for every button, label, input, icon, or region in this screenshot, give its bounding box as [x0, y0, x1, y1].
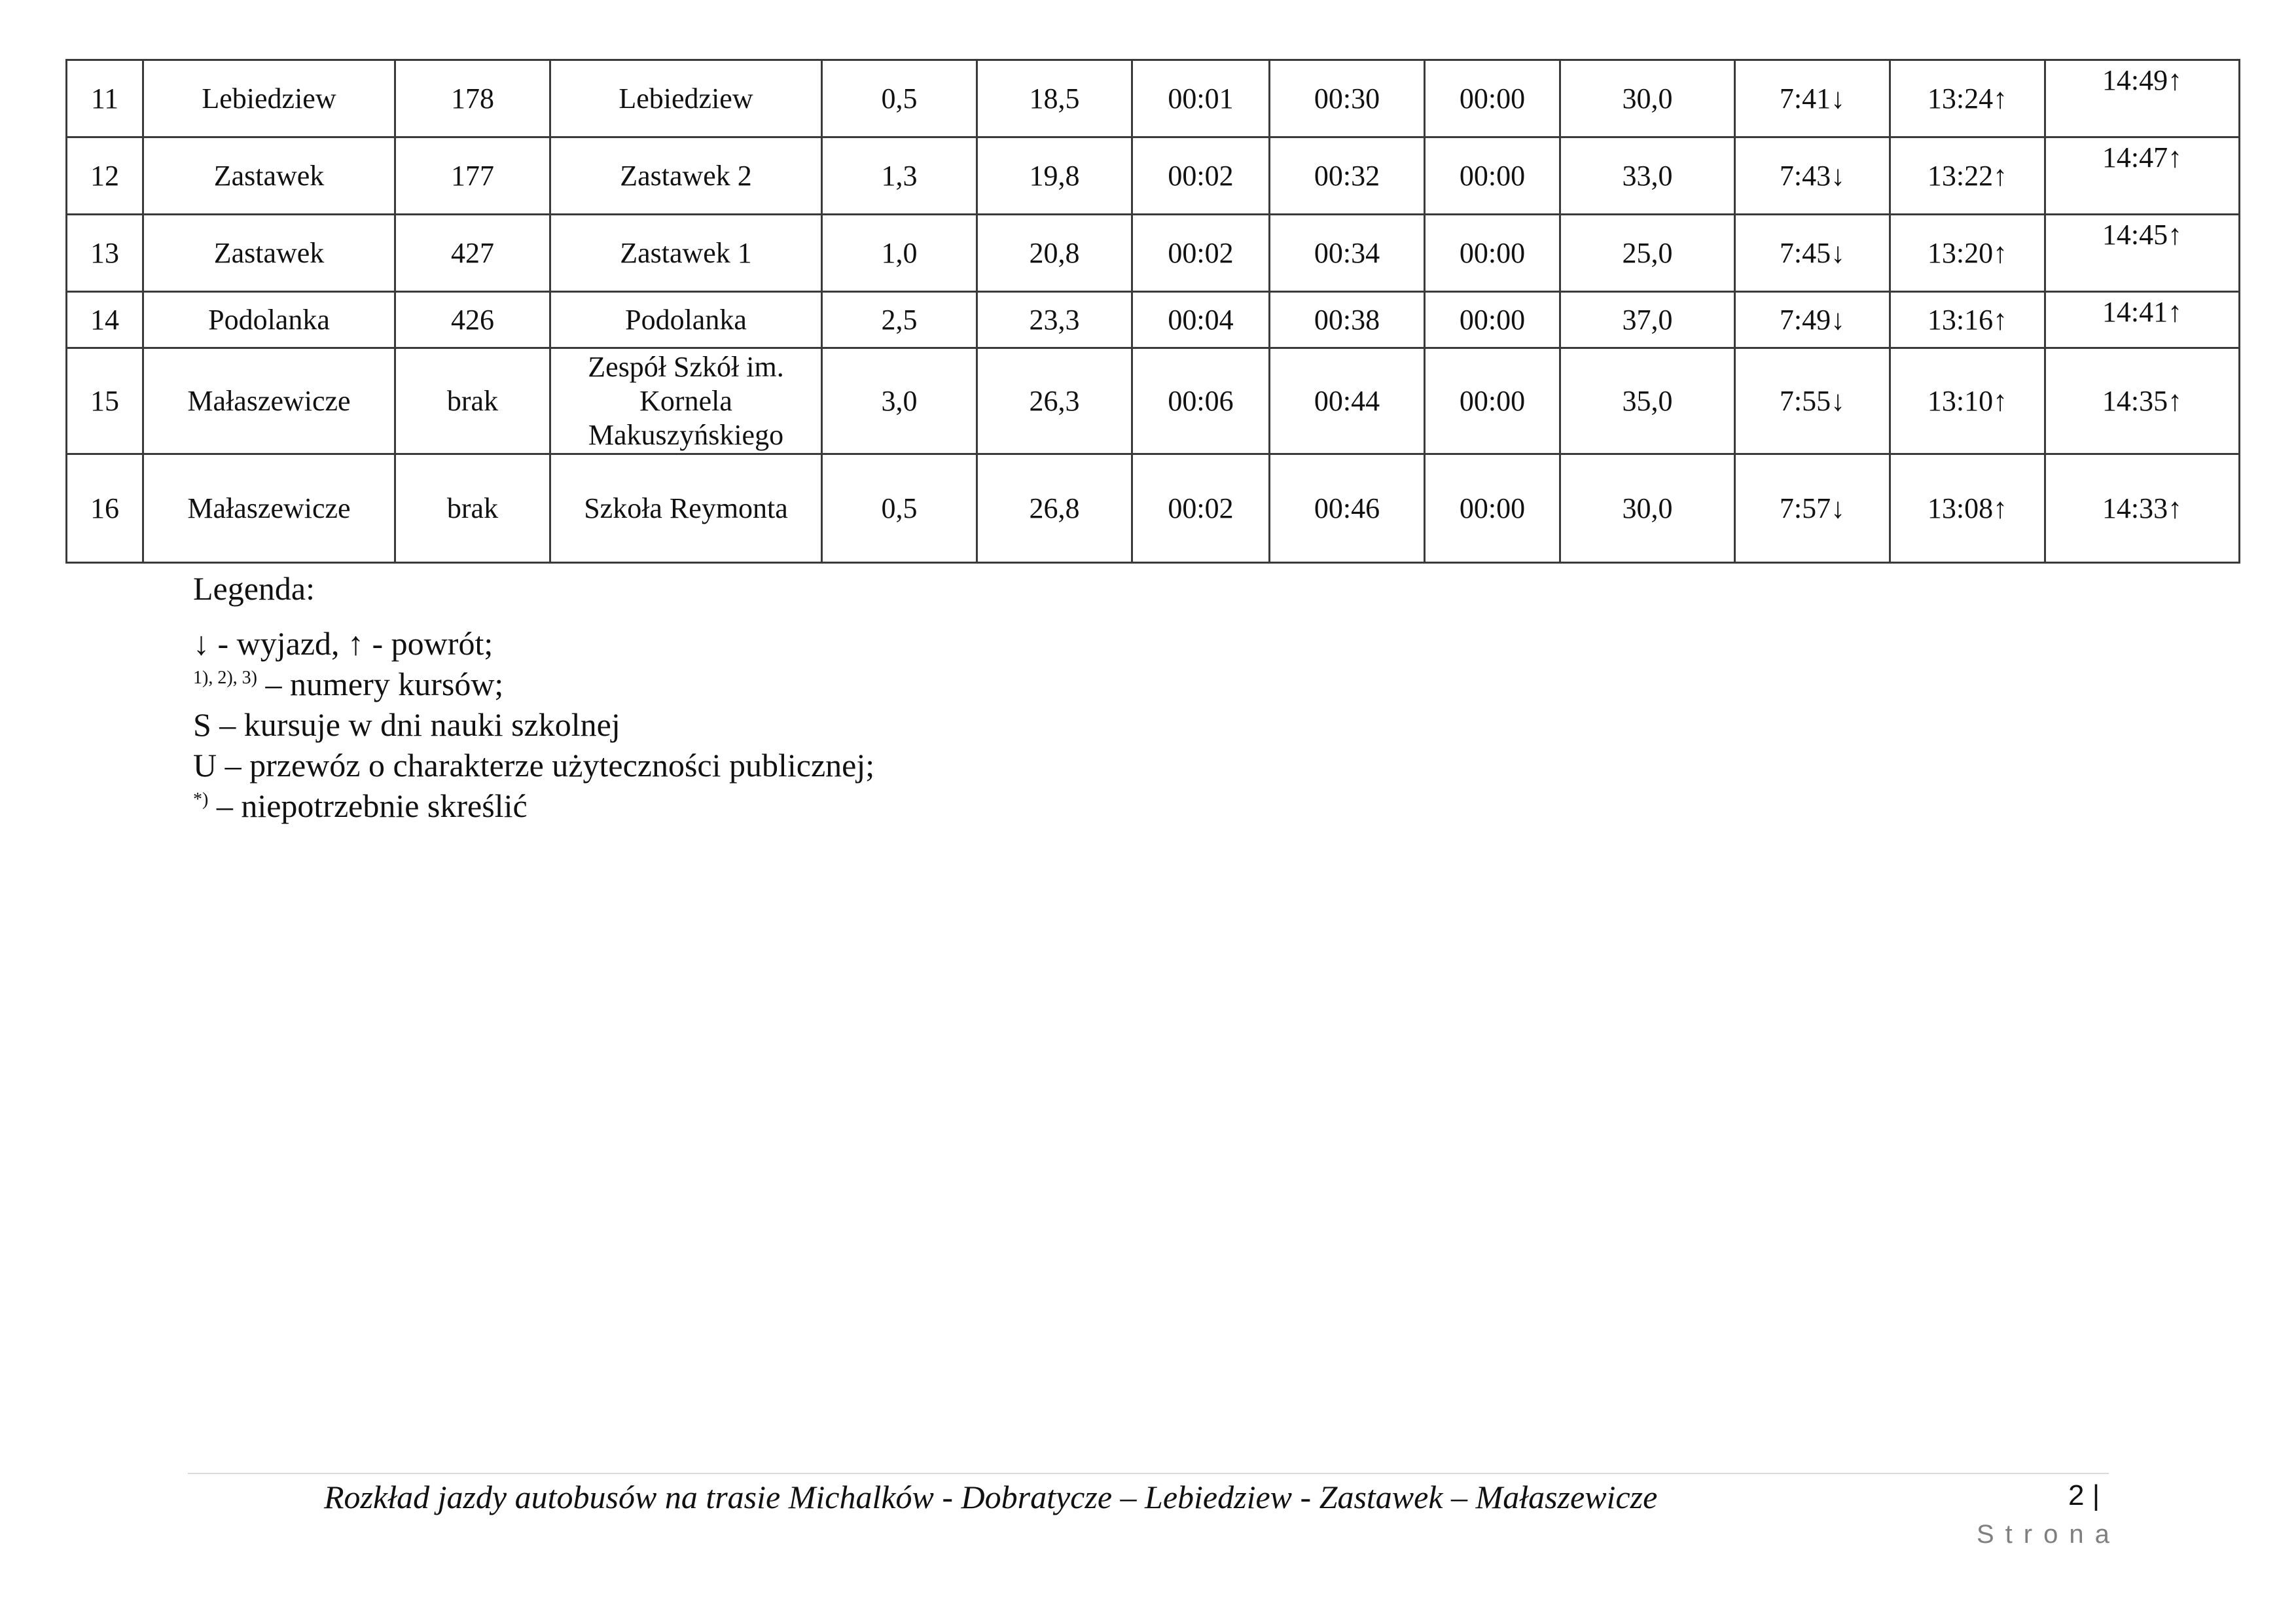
table-row	[67, 215, 2240, 292]
cell-course2: 13:16↑	[1890, 292, 2045, 348]
cell-stop-name: Szkoła Reymonta	[550, 454, 822, 563]
cell-dist-total: 19,8	[977, 137, 1132, 215]
cell-stop-name: Zastawek 1	[550, 215, 822, 292]
cell-lp: 13	[67, 215, 143, 292]
cell-speed: 35,0	[1560, 348, 1735, 454]
page-label: Strona	[1977, 1520, 2121, 1549]
table-row	[67, 137, 2240, 215]
legend-public-service-line: U – przewóz o charakterze użyteczności publicznej;	[193, 747, 875, 784]
cell-course1: 7:45↓	[1735, 215, 1890, 292]
cell-course2: 13:10↑	[1890, 348, 2045, 454]
cell-lp: 16	[67, 454, 143, 563]
cell-dist-total: 26,3	[977, 348, 1132, 454]
legend-strike-out-text: – niepotrzebnie skreślić	[208, 787, 528, 824]
cell-time-total: 00:30	[1270, 60, 1425, 137]
legend-course-numbers-text: – numery kursów;	[257, 666, 504, 702]
cell-stop-time: 00:00	[1425, 348, 1560, 454]
cell-dist: 1,0	[822, 215, 977, 292]
cell-stop-time: 00:00	[1425, 454, 1560, 563]
cell-travel-time: 00:01	[1132, 60, 1270, 137]
cell-travel-time: 00:04	[1132, 292, 1270, 348]
cell-time-total: 00:38	[1270, 292, 1425, 348]
cell-course1: 7:41↓	[1735, 60, 1890, 137]
cell-dist: 0,5	[822, 454, 977, 563]
cell-time-total: 00:44	[1270, 348, 1425, 454]
cell-dist: 2,5	[822, 292, 977, 348]
cell-course1: 7:49↓	[1735, 292, 1890, 348]
cell-time-total: 00:32	[1270, 137, 1425, 215]
cell-locality: Zastawek	[143, 137, 395, 215]
cell-dist-total: 26,8	[977, 454, 1132, 563]
cell-speed: 25,0	[1560, 215, 1735, 292]
cell-speed: 33,0	[1560, 137, 1735, 215]
legend-course-numbers-line	[193, 664, 874, 704]
cell-course3: 14:45↑	[2045, 215, 2240, 292]
cell-dist-total: 20,8	[977, 215, 1132, 292]
cell-travel-time: 00:06	[1132, 348, 1270, 454]
cell-stop-time: 00:00	[1425, 60, 1560, 137]
cell-lp: 15	[67, 348, 143, 454]
cell-course1: 7:43↓	[1735, 137, 1890, 215]
cell-travel-time: 00:02	[1132, 215, 1270, 292]
cell-stop-name: Podolanka	[550, 292, 822, 348]
cell-locality: Małaszewicze	[143, 454, 395, 563]
cell-travel-time: 00:02	[1132, 454, 1270, 563]
table-row	[67, 60, 2240, 137]
cell-stop-time: 00:00	[1425, 215, 1560, 292]
cell-speed: 37,0	[1560, 292, 1735, 348]
legend-strike-out-line	[193, 785, 874, 826]
legend-course-numbers-sup: 1), 2), 3)	[193, 668, 257, 688]
cell-stop-name: Lebiedziew	[550, 60, 822, 137]
legend	[193, 568, 874, 826]
cell-course3: 14:33↑	[2045, 454, 2240, 563]
footer-divider	[188, 1473, 2109, 1474]
cell-locality: Małaszewicze	[143, 348, 395, 454]
legend-direction-line: ↓ - wyjazd, ↑ - powrót;	[193, 625, 493, 662]
cell-course1: 7:55↓	[1735, 348, 1890, 454]
table-row	[67, 348, 2240, 454]
cell-locality: Zastawek	[143, 215, 395, 292]
cell-stop-time: 00:00	[1425, 137, 1560, 215]
cell-course3: 14:41↑	[2045, 292, 2240, 348]
cell-speed: 30,0	[1560, 454, 1735, 563]
cell-lp: 14	[67, 292, 143, 348]
timetable-body	[67, 60, 2240, 563]
cell-course3: 14:49↑	[2045, 60, 2240, 137]
cell-locality: Podolanka	[143, 292, 395, 348]
footer-title: Rozkład jazdy autobusów na trasie Michalków - Dobratycze – Lebiedziew - Zastawek – Małaszewicze	[324, 1479, 1658, 1515]
page-number: 2 |	[2068, 1479, 2100, 1511]
cell-stop-no: 426	[395, 292, 550, 348]
cell-stop-name: Zespół Szkół im. Kornela Makuszyńskiego	[550, 348, 822, 454]
cell-dist: 0,5	[822, 60, 977, 137]
cell-stop-no: brak	[395, 348, 550, 454]
cell-stop-name: Zastawek 2	[550, 137, 822, 215]
table-row	[67, 292, 2240, 348]
cell-lp: 12	[67, 137, 143, 215]
cell-course2: 13:22↑	[1890, 137, 2045, 215]
cell-lp: 11	[67, 60, 143, 137]
cell-dist-total: 23,3	[977, 292, 1132, 348]
cell-dist: 1,3	[822, 137, 977, 215]
cell-stop-no: brak	[395, 454, 550, 563]
cell-course2: 13:20↑	[1890, 215, 2045, 292]
cell-travel-time: 00:02	[1132, 137, 1270, 215]
cell-time-total: 00:34	[1270, 215, 1425, 292]
cell-stop-no: 427	[395, 215, 550, 292]
legend-strike-out-sup: *)	[193, 789, 209, 810]
cell-course3: 14:47↑	[2045, 137, 2240, 215]
timetable	[65, 59, 2240, 564]
cell-course3: 14:35↑	[2045, 348, 2240, 454]
cell-time-total: 00:46	[1270, 454, 1425, 563]
cell-stop-no: 178	[395, 60, 550, 137]
cell-course2: 13:24↑	[1890, 60, 2045, 137]
legend-title: Legenda:	[193, 570, 315, 607]
cell-dist-total: 18,5	[977, 60, 1132, 137]
cell-locality: Lebiedziew	[143, 60, 395, 137]
table-row	[67, 454, 2240, 563]
cell-stop-time: 00:00	[1425, 292, 1560, 348]
legend-school-days-line: S – kursuje w dni nauki szkolnej	[193, 706, 620, 743]
cell-dist: 3,0	[822, 348, 977, 454]
cell-course2: 13:08↑	[1890, 454, 2045, 563]
cell-speed: 30,0	[1560, 60, 1735, 137]
cell-stop-no: 177	[395, 137, 550, 215]
cell-course1: 7:57↓	[1735, 454, 1890, 563]
